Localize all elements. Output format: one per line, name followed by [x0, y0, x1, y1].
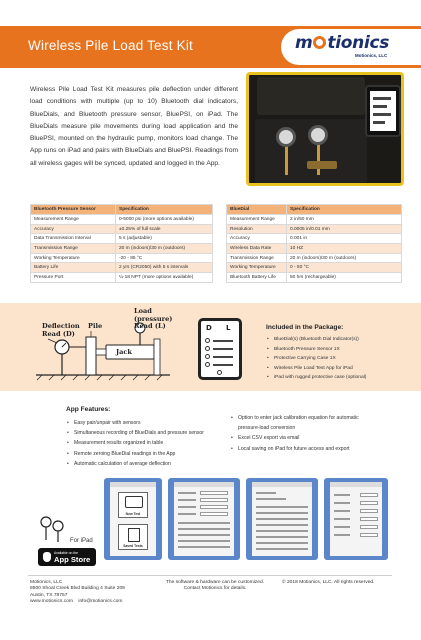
spec-value: 0.0005 in/0.01 mm	[287, 224, 402, 234]
list-item: • Excel CSV export via email	[230, 433, 370, 443]
table-row	[227, 234, 402, 244]
spec-name: Wireless Data Rate	[227, 244, 287, 254]
table-header-row	[31, 205, 213, 215]
app-store-line1: Available on the	[54, 551, 79, 555]
column-header: BlueDial	[227, 205, 287, 215]
list-item: • Bluetooth Pressure Sensor 1X	[266, 345, 366, 355]
logo-wordmark: m tionics	[295, 33, 390, 53]
spec-name: Pressure Port	[31, 273, 116, 283]
table-row	[31, 253, 213, 263]
features-title: App Features:	[66, 406, 111, 413]
deflection-label: Deflection Read (D)	[42, 322, 80, 338]
contact-line[interactable]: www.motionics.com info@motionics.com	[30, 598, 123, 604]
spec-value: 2 in/50 mm	[287, 215, 402, 225]
app-store-line2: App Store	[54, 555, 91, 564]
list-item: • Simultaneous recording of BlueDials and pressure sensor	[66, 428, 216, 438]
list-item: • Easy pair/unpair with sensors	[66, 418, 216, 428]
list-item: • BlueDial(s) (Bluetooth Dial Indicator(s))	[266, 335, 366, 345]
table-row	[227, 244, 402, 254]
saved-tests-tile	[118, 524, 148, 550]
features-list-left	[66, 418, 216, 469]
list-item: • Protective Carrying Case 1X	[266, 354, 366, 364]
spec-name: Measurement Range	[31, 215, 116, 225]
spec-name: Transmission Range	[227, 253, 287, 263]
table-row	[31, 215, 213, 225]
spec-value: 2 yrs (CR2050) with 5 s intervals	[116, 263, 213, 273]
spec-name: Resolution	[227, 224, 287, 234]
address-line: 8500 Shoal Creek Blvd Building 4 Suite 209	[30, 586, 125, 592]
new-test-label: New Test	[125, 512, 141, 516]
dial-indicator-image	[276, 127, 296, 147]
logo-subtitle: Motionics, LLC	[355, 53, 388, 58]
pressure-sensor-image	[307, 161, 337, 169]
app-screenshot-setup	[168, 478, 240, 560]
note-line: Contact Motionics for details.	[183, 586, 247, 592]
table-row	[31, 234, 213, 244]
spec-value: -20 - 85 °C	[116, 253, 213, 263]
spec-name: Measurement Range	[227, 215, 287, 225]
jack-label: Jack	[116, 348, 132, 356]
list-item: • Remote zeroing BlueDial readings in the App	[66, 449, 216, 459]
list-item: • Measurement results organized in table	[66, 438, 216, 448]
spec-value: 20 m (indoors)/30 m (outdoors)	[116, 244, 213, 254]
saved-tests-label: Saved Tests	[123, 544, 143, 548]
table-row	[31, 273, 213, 283]
spec-name: Bluetooth Battery Life	[227, 273, 287, 283]
list-item: • Local saving on iPad for future access and export	[230, 444, 370, 454]
copyright: © 2018 Motionics, LLC. All rights reserved.	[282, 580, 375, 585]
footer-address	[30, 580, 125, 605]
column-header: Bluetooth Pressure Sensor	[31, 205, 116, 215]
spec-value: 0-5000 psi (more options available)	[116, 215, 213, 225]
footer-divider	[28, 575, 392, 576]
app-screenshot-table	[246, 478, 318, 560]
table-row	[227, 273, 402, 283]
app-screenshot-home	[104, 478, 162, 560]
apple-icon	[43, 552, 51, 562]
product-photo	[246, 72, 404, 186]
table-row	[31, 263, 213, 273]
page-title: Wireless Pile Load Test Kit	[28, 38, 193, 53]
spec-name: Transmission Range	[31, 244, 116, 254]
pile-label: Pile	[88, 322, 103, 330]
intro-paragraph: Wireless Pile Load Test Kit measures pile deflection under different load conditions with multiple (up to 10) Bluetooth dial indicators, BlueDials, and Bluetooth pressure sensor, BluePSI, on iPad. The BlueDials measure pile movements during load application and the BluePSI, mounted on the hydraulic pump, monitors load change. The App runs on iPad and pairs with BlueDials and BluePSI. Readings from all wireless gages will be synced, updated and logged in the App.	[30, 86, 238, 167]
app-screenshot-dials	[324, 478, 388, 560]
list-item: • Option to enter jack calibration equation for automatic pressure-load conversion	[230, 413, 370, 433]
table-row	[31, 224, 213, 234]
package-list	[266, 335, 366, 383]
bluedial-spec-table	[226, 204, 402, 283]
ipad-image	[365, 85, 401, 137]
list-item: • Automatic calculation of average deflection	[66, 459, 216, 469]
spec-value: ±0.25% of full scale	[116, 224, 213, 234]
spec-value: 20 m (indoors)/30 m (outdoors)	[287, 253, 402, 263]
new-test-tile	[118, 492, 148, 518]
company-name: Motionics, LLC	[30, 580, 63, 585]
table-header-row	[227, 205, 402, 215]
app-store-badge[interactable]	[38, 548, 96, 566]
table-row	[227, 215, 402, 225]
for-ipad-label: For iPad	[70, 538, 93, 544]
spec-value: 0.001 in	[287, 234, 402, 244]
column-header: Specification	[116, 205, 213, 215]
table-row	[227, 253, 402, 263]
footer-customization-note	[160, 580, 270, 593]
table-row	[227, 224, 402, 234]
table-row	[31, 244, 213, 254]
dial-pins-icon	[38, 514, 68, 542]
tablet-d-label: D	[206, 324, 212, 332]
home-button-icon	[217, 370, 222, 375]
logo	[281, 29, 421, 65]
package-title: Included in the Package:	[266, 324, 344, 331]
spec-value: ¼-18 NPT (more options available)	[116, 273, 213, 283]
tablet-l-label: L	[226, 324, 231, 332]
tablet-illustration	[198, 318, 242, 380]
load-label: Load (pressure) Read (L)	[134, 307, 173, 330]
features-list-right	[230, 413, 370, 454]
spec-name: Battery Life	[31, 263, 116, 273]
spec-value: 50 hrs (rechargeable)	[287, 273, 402, 283]
address-line: Austin, TX 78757	[30, 592, 68, 598]
list-item: • iPad with rugged protective case (optional)	[266, 373, 366, 383]
spec-name: Accuracy	[227, 234, 287, 244]
spec-name: Data Transmission Interval	[31, 234, 116, 244]
spec-value: 10 HZ	[287, 244, 402, 254]
pile-load-diagram	[20, 303, 190, 391]
column-header: Specification	[287, 205, 402, 215]
spec-name: Accuracy	[31, 224, 116, 234]
spec-value: 0 - 50 °C	[287, 263, 402, 273]
list-item: • Wireless Pile Load Test App for iPad	[266, 364, 366, 374]
case-lid-image	[257, 77, 365, 115]
spec-name: Working Temperature	[227, 263, 287, 273]
note-line: The software & hardware can be customized.	[165, 580, 265, 585]
pressure-sensor-spec-table	[30, 204, 213, 283]
table-row	[227, 263, 402, 273]
dial-indicator-image	[308, 125, 328, 145]
spec-value: 5 s (adjustable)	[116, 234, 213, 244]
spec-name: Working Temperature	[31, 253, 116, 263]
